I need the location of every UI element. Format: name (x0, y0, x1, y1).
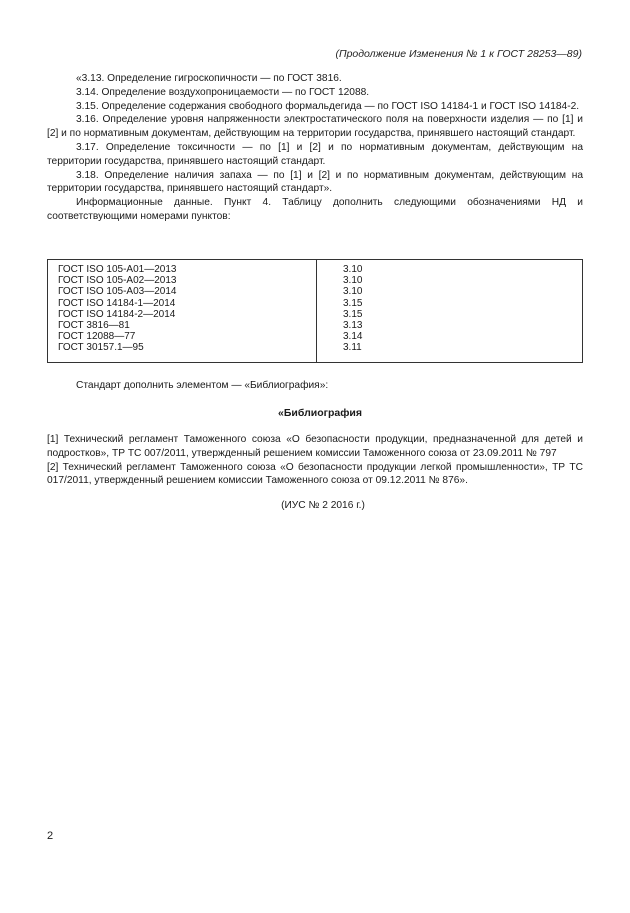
table-cell-doc: ГОСТ 12088—77 (58, 331, 136, 343)
paragraph-3-16: 3.16. Определение уровня напряженности электростатического поля на поверхности изделия — по [1] и [2] и по нормативным документам, действующим на территории государства, принявшего настоящий стандарт. (47, 114, 583, 140)
bibliography-entry-2: [2] Технический регламент Таможенного союза «О безопасности продукции легкой промышленности», ТР ТС 017/2011, утвержденный решением комиссии Таможенного союза от 09.12.2011 № 876». (47, 461, 583, 487)
paragraph-3-17: 3.17. Определение токсичности — по [1] и [2] и по нормативным документам, действующим на территории государства, принявшего настоящий стандарт. (47, 141, 583, 167)
table-cell-item: 3.10 (343, 275, 363, 287)
table-cell-item: 3.15 (343, 297, 363, 309)
paragraph-3-18: 3.18. Определение наличия запаха — по [1] и [2] и по нормативным документам, действующим на территории государства, принявшего настоящий стандарт». (47, 169, 583, 195)
table-cell-item: 3.13 (343, 320, 363, 332)
paragraph-3-13: «3.13. Определение гигроскопичности — по ГОСТ 3816. (76, 73, 342, 84)
table-cell-doc: ГОСТ ISO 14184-1—2014 (58, 297, 176, 309)
doc-column (48, 260, 317, 363)
table-cell-item: 3.10 (343, 286, 363, 298)
table-cell-doc: ГОСТ 30157.1—95 (58, 342, 144, 354)
table-cell-doc: ГОСТ ISO 105-A01—2013 (58, 264, 177, 275)
page-number: 2 (47, 830, 54, 842)
paragraph-3-15: 3.15. Определение содержания свободного формальдегида — по ГОСТ ISO 14184-1 и ГОСТ ISO 14184-2. (76, 100, 580, 112)
table-cell-item: 3.11 (343, 342, 362, 354)
item-column (317, 260, 583, 363)
bibliography-entry-1: [1] Технический регламент Таможенного союза «О безопасности продукции, предназначенной для детей и подростков», ТР ТС 007/2011, утвержденный решением комиссии Таможенного союза от 23.09.2011 № 797 (47, 434, 583, 459)
table-cell-doc: ГОСТ ISO 105-A02—2013 (58, 275, 177, 287)
addition-note: Стандарт дополнить элементом — «Библиография»: (76, 380, 329, 391)
amendment-body (47, 72, 583, 224)
table-cell-item: 3.15 (343, 308, 363, 320)
ius-reference: (ИУС № 2 2016 г.) (281, 500, 365, 511)
bibliography-list (47, 433, 583, 488)
page-header: (Продолжение Изменения № 1 к ГОСТ 28253—89) (335, 48, 582, 60)
bibliography-title: «Библиография (278, 407, 362, 419)
table-cell-item: 3.10 (343, 264, 363, 275)
table-cell-item: 3.14 (343, 331, 363, 343)
table-cell-doc: ГОСТ ISO 105-A03—2014 (58, 286, 177, 298)
paragraph-info-data: Информационные данные. Пункт 4. Таблицу дополнить следующими обозначениями НД и соответствующими номерами пунктов: (47, 197, 583, 222)
table-row (48, 260, 583, 363)
paragraph-3-14: 3.14. Определение воздухопроницаемости — по ГОСТ 12088. (76, 86, 370, 98)
table-cell-doc: ГОСТ ISO 14184-2—2014 (58, 308, 176, 320)
table-cell-doc: ГОСТ 3816—81 (58, 320, 130, 332)
references-table (47, 259, 583, 363)
